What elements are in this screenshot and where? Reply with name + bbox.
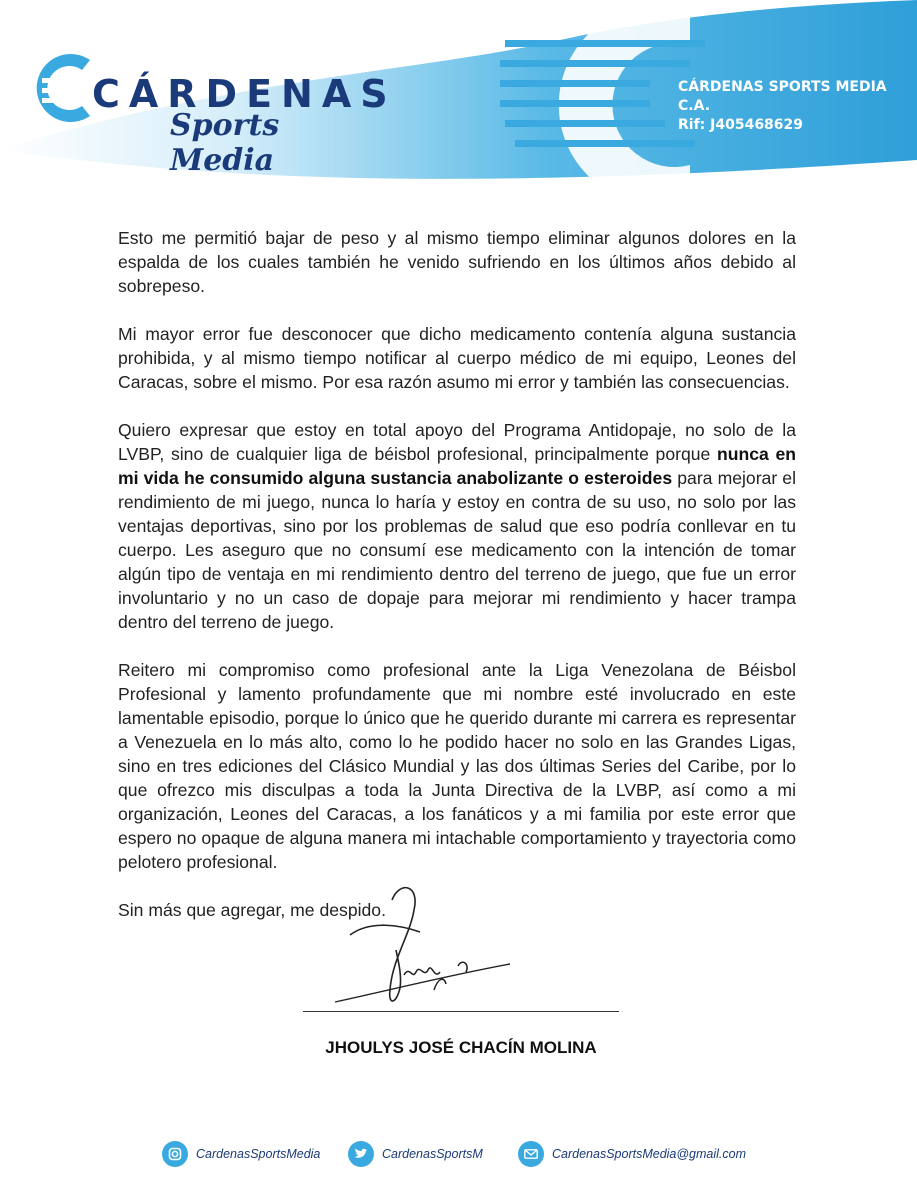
company-rif: Rif: J405468629 — [678, 117, 804, 133]
instagram-label: CardenasSportsMedia — [196, 1147, 321, 1161]
company-name: CÁRDENAS SPORTS MEDIA C.A. — [678, 79, 887, 114]
letterhead — [0, 0, 917, 205]
paragraph-1: Esto me permitió bajar de peso y al mismo tiempo eliminar algunos dolores en la espalda de los cuales también he venido sufriendo en los últimos años debido al sobrepeso. — [118, 228, 796, 296]
logo-wordmark: CÁRDENAS — [92, 72, 397, 116]
logo-subtitle: Sports Media — [170, 108, 280, 178]
footer-social — [0, 1138, 917, 1170]
twitter-handle[interactable] — [348, 1138, 483, 1170]
company-logo — [30, 48, 397, 178]
paragraph-3-bold: nunca en mi vida he consumido alguna sustancia anabolizante o esteroides — [118, 444, 796, 488]
paragraph-4: Reitero mi compromiso como profesional ante la Liga Venezolana de Béisbol Profesional y lamento profundamente que mi nombre esté involucrado en este lamentable episodio, porque lo único que he querido durante mi carrera es representar a Venezuela en lo más alto, como lo he podido hacer no solo en las Grandes Ligas, sino en tres ediciones del Clásico Mundial y las dos últimas Series del Caribe, por lo que ofrezco mis disculpas a toda la Junta Directiva de la LVBP, así como a mi organización, Leones del Caracas, a los fanáticos y a mi familia por este error que espero no opaque de alguna manera mi intachable comportamiento y trayectoria como pelotero profesional. — [118, 660, 796, 872]
signer-name: JHOULYS JOSÉ CHACÍN MOLINA — [325, 1038, 597, 1057]
paragraph-2: Mi mayor error fue desconocer que dicho medicamento contenía alguna sustancia prohibida, y al mismo tiempo notificar al cuerpo médico de mi equipo, Leones del Caracas, sobre el mismo. Por esa razón asumo mi error y también las consecuencias. — [118, 324, 796, 392]
logo-c-icon — [30, 48, 100, 128]
company-info — [678, 78, 917, 135]
signature-line — [303, 1011, 619, 1012]
paragraph-3-start: Quiero expresar que estoy en total apoyo del Programa Antidopaje, no solo de la LVBP, sino de cualquier liga de béisbol profesional, principalmente porque — [118, 420, 796, 464]
handwritten-signature — [330, 880, 520, 1010]
instagram-icon — [162, 1141, 188, 1167]
letter-body — [118, 226, 796, 946]
mail-icon — [518, 1141, 544, 1167]
paragraph-3 — [118, 418, 796, 634]
email-contact[interactable] — [518, 1138, 746, 1170]
email-label: CardenasSportsMedia@gmail.com — [552, 1147, 747, 1161]
twitter-label: CardenasSportsM — [382, 1147, 483, 1161]
closing-line: Sin más que agregar, me despido. — [118, 900, 386, 920]
twitter-icon — [348, 1141, 374, 1167]
instagram-handle[interactable] — [162, 1138, 320, 1170]
paragraph-3-end: para mejorar el rendimiento de mi juego, nunca lo haría y estoy en contra de su uso, no solo por las ventajas deportivas, sino por los problemas de salud que eso podría conllevar en tu cuerpo. Les aseguro que no consumí ese medicamento con la intención de tomar algún tipo de ventaja en mi rendimiento dentro del terreno de juego, que fue un error involuntario y no un caso de dopaje para mejorar mi rendimiento y hacer trampa dentro del terreno de juego. — [118, 468, 797, 632]
